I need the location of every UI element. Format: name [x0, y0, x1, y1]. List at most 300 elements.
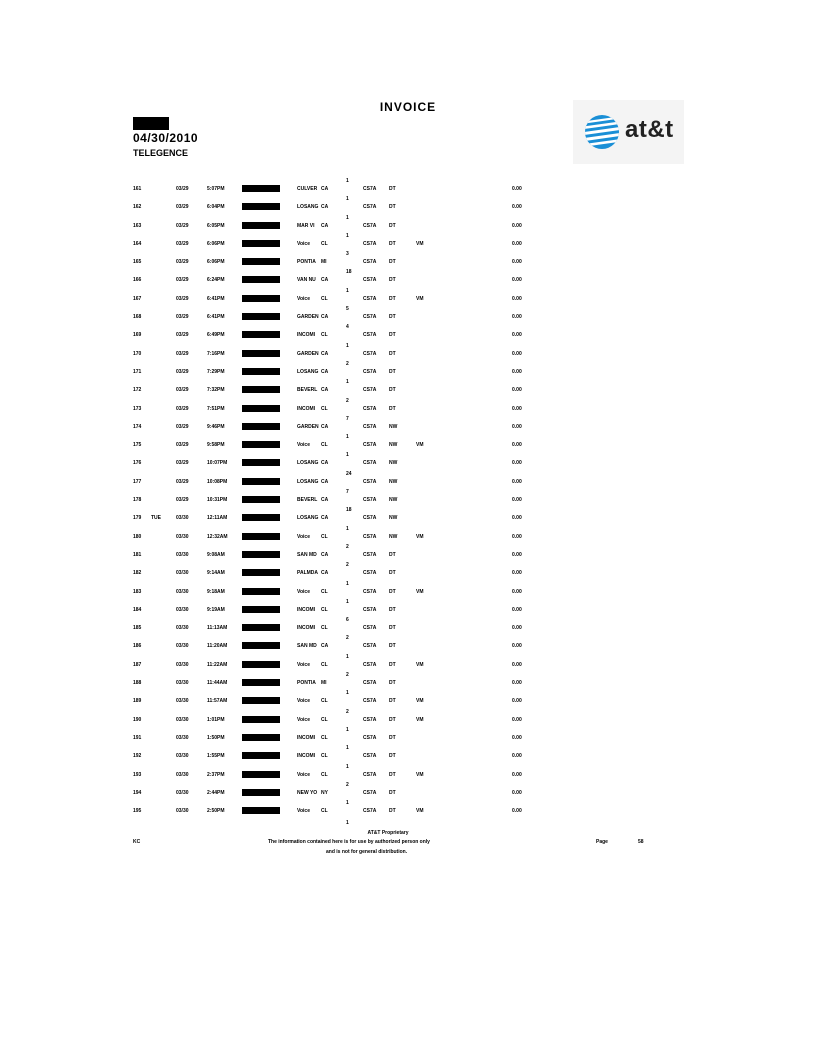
- cell-amt: 0.00: [512, 661, 522, 668]
- cell-rate: CS7A: [363, 808, 377, 815]
- cell-qty: 2: [346, 708, 349, 715]
- cell-st: CA: [321, 460, 329, 467]
- cell-qty: 1: [346, 726, 349, 733]
- cell-type: DT: [389, 625, 396, 632]
- cell-rate: CS7A: [363, 680, 377, 687]
- cell-amt: 0.00: [512, 240, 522, 247]
- cell-date: 03/29: [176, 240, 189, 247]
- cell-time: 2:50PM: [207, 808, 225, 815]
- cell-place: INCOMI: [297, 332, 316, 339]
- cell-st: CA: [321, 204, 329, 211]
- cell-place: LOSANG: [297, 204, 319, 211]
- table-row: [0, 450, 816, 468]
- cell-st: CL: [321, 533, 328, 540]
- cell-type: NW: [389, 497, 398, 504]
- cell-qty: 1: [346, 178, 349, 184]
- cell-amt: 0.00: [512, 734, 522, 741]
- cell-time: 6:05PM: [207, 222, 225, 229]
- cell-date: 03/29: [176, 368, 189, 375]
- cell-st: CA: [321, 314, 329, 321]
- redacted-number: [242, 734, 280, 741]
- cell-rate: CS7A: [363, 625, 377, 632]
- cell-date: 03/30: [176, 808, 189, 815]
- cell-time: 2:44PM: [207, 789, 225, 796]
- cell-amt: 0.00: [512, 497, 522, 504]
- redacted-number: [242, 350, 280, 357]
- table-row: [0, 505, 816, 523]
- cell-place: GARDEN: [297, 314, 319, 321]
- cell-place: GARDEN: [297, 423, 319, 430]
- cell-st: CL: [321, 606, 328, 613]
- redacted-number: [242, 295, 280, 302]
- table-row: [0, 396, 816, 414]
- cell-rate: CS7A: [363, 515, 377, 522]
- cell-date: 03/29: [176, 295, 189, 302]
- cell-date: 03/30: [176, 643, 189, 650]
- cell-qty: 1: [346, 287, 349, 294]
- cell-place: Voice: [297, 533, 310, 540]
- cell-qty: 1: [346, 214, 349, 221]
- cell-amt: 0.00: [512, 405, 522, 412]
- cell-amt: 0.00: [512, 186, 522, 192]
- cell-feat: VM: [416, 588, 424, 595]
- cell-rate: CS7A: [363, 204, 377, 211]
- cell-feat: VM: [416, 661, 424, 668]
- cell-type: NW: [389, 460, 398, 467]
- cell-type: DT: [389, 314, 396, 321]
- cell-type: NW: [389, 533, 398, 540]
- redacted-number: [242, 313, 280, 320]
- cell-type: NW: [389, 515, 398, 522]
- cell-num: 164: [133, 240, 142, 247]
- cell-date: 03/30: [176, 680, 189, 687]
- table-row: [0, 670, 816, 688]
- cell-time: 10:31PM: [207, 497, 228, 504]
- cell-place: Voice: [297, 588, 310, 595]
- cell-time: 9:14AM: [207, 570, 225, 577]
- cell-type: DT: [389, 551, 396, 558]
- cell-amt: 0.00: [512, 588, 522, 595]
- cell-num: 178: [133, 497, 142, 504]
- cell-st: CL: [321, 698, 328, 705]
- cell-time: 6:06PM: [207, 240, 225, 247]
- redacted-number: [242, 569, 280, 576]
- cell-type: DT: [389, 240, 396, 247]
- table-row: [0, 743, 816, 761]
- cell-place: Voice: [297, 442, 310, 449]
- invoice-date: 04/30/2010: [133, 131, 199, 145]
- cell-type: DT: [389, 186, 396, 192]
- table-row: [0, 725, 816, 743]
- cell-date: 03/29: [176, 332, 189, 339]
- cell-rate: CS7A: [363, 460, 377, 467]
- cell-qty: 1: [346, 342, 349, 349]
- table-row: [0, 542, 816, 560]
- cell-rate: CS7A: [363, 570, 377, 577]
- cell-num: 162: [133, 204, 142, 211]
- table-row: [0, 597, 816, 615]
- redacted-number: [242, 368, 280, 375]
- cell-rate: CS7A: [363, 753, 377, 760]
- cell-rate: CS7A: [363, 533, 377, 540]
- cell-date: 03/30: [176, 789, 189, 796]
- cell-type: DT: [389, 698, 396, 705]
- cell-date: 03/29: [176, 350, 189, 357]
- cell-st: CL: [321, 240, 328, 247]
- cell-type: DT: [389, 771, 396, 778]
- redacted-number: [242, 240, 280, 247]
- cell-num: 170: [133, 350, 142, 357]
- cell-feat: VM: [416, 295, 424, 302]
- cell-type: DT: [389, 277, 396, 284]
- cell-place: MAR VI: [297, 222, 315, 229]
- cell-qty: 6: [346, 617, 349, 624]
- redacted-number: [242, 441, 280, 448]
- cell-num: 166: [133, 277, 142, 284]
- redacted-number: [242, 423, 280, 430]
- cell-type: DT: [389, 387, 396, 394]
- cell-qty: 1: [346, 763, 349, 770]
- cell-feat: VM: [416, 808, 424, 815]
- cell-qty: 1: [346, 434, 349, 441]
- cell-time: 6:04PM: [207, 204, 225, 211]
- cell-qty: 1: [346, 525, 349, 532]
- cell-num: 161: [133, 186, 142, 192]
- cell-rate: CS7A: [363, 368, 377, 375]
- cell-type: DT: [389, 588, 396, 595]
- cell-qty: 2: [346, 635, 349, 642]
- cell-date: 03/30: [176, 771, 189, 778]
- cell-time: 9:08AM: [207, 551, 225, 558]
- cell-type: DT: [389, 734, 396, 741]
- table-row: [0, 359, 816, 377]
- redacted-number: [242, 661, 280, 668]
- cell-rate: CS7A: [363, 332, 377, 339]
- cell-type: NW: [389, 478, 398, 485]
- cell-num: 181: [133, 551, 142, 558]
- cell-qty: 1: [346, 690, 349, 697]
- cell-st: CA: [321, 222, 329, 229]
- cell-type: DT: [389, 350, 396, 357]
- cell-st: CL: [321, 295, 328, 302]
- cell-rate: CS7A: [363, 789, 377, 796]
- redacted-number: [242, 496, 280, 503]
- cell-st: CA: [321, 570, 329, 577]
- cell-date: 03/29: [176, 442, 189, 449]
- table-row: [0, 469, 816, 487]
- cell-rate: CS7A: [363, 350, 377, 357]
- cell-place: NEW YO: [297, 789, 318, 796]
- cell-st: MI: [321, 680, 327, 687]
- cell-num: 185: [133, 625, 142, 632]
- cell-rate: CS7A: [363, 259, 377, 266]
- cell-type: DT: [389, 661, 396, 668]
- cell-feat: VM: [416, 240, 424, 247]
- cell-st: CA: [321, 478, 329, 485]
- cell-amt: 0.00: [512, 423, 522, 430]
- cell-date: 03/29: [176, 423, 189, 430]
- redacted-number: [242, 222, 280, 229]
- cell-date: 03/29: [176, 204, 189, 211]
- cell-num: 168: [133, 314, 142, 321]
- cell-type: DT: [389, 405, 396, 412]
- cell-num: 174: [133, 423, 142, 430]
- redacted-number: [242, 203, 280, 210]
- redacted-number: [242, 679, 280, 686]
- table-row: [0, 432, 816, 450]
- cell-qty: 2: [346, 781, 349, 788]
- cell-place: Voice: [297, 771, 310, 778]
- cell-time: 6:41PM: [207, 314, 225, 321]
- footer-notice-line1: The information contained here is for use by authorized person only: [268, 839, 430, 845]
- cell-st: CL: [321, 808, 328, 815]
- cell-date: 03/30: [176, 570, 189, 577]
- table-row: [0, 780, 816, 798]
- cell-rate: CS7A: [363, 442, 377, 449]
- cell-amt: 0.00: [512, 625, 522, 632]
- cell-qty: 2: [346, 397, 349, 404]
- cell-rate: CS7A: [363, 405, 377, 412]
- redacted-number: [242, 771, 280, 778]
- cell-place: INCOMI: [297, 734, 316, 741]
- cell-qty: 3: [346, 251, 349, 258]
- cell-rate: CS7A: [363, 295, 377, 302]
- cell-type: DT: [389, 808, 396, 815]
- cell-num: 183: [133, 588, 142, 595]
- cell-place: Voice: [297, 716, 310, 723]
- table-row: [0, 249, 816, 267]
- cell-place: PONTIA: [297, 680, 316, 687]
- cell-type: DT: [389, 716, 396, 723]
- cell-place: SAN MD: [297, 643, 317, 650]
- cell-rate: CS7A: [363, 222, 377, 229]
- cell-place: PONTIA: [297, 259, 316, 266]
- cell-time: 6:49PM: [207, 332, 225, 339]
- cell-st: CA: [321, 350, 329, 357]
- footer-code: KC: [133, 839, 141, 845]
- cell-st: CA: [321, 423, 329, 430]
- redacted-number: [242, 514, 280, 521]
- cell-qty: 1: [346, 745, 349, 752]
- cell-num: 176: [133, 460, 142, 467]
- cell-time: 6:24PM: [207, 277, 225, 284]
- cell-place: LOSANG: [297, 368, 319, 375]
- cell-amt: 0.00: [512, 277, 522, 284]
- redacted-number: [242, 185, 280, 192]
- cell-rate: CS7A: [363, 497, 377, 504]
- footer-proprietary: AT&T Proprietary: [367, 830, 409, 836]
- cell-st: NY: [321, 789, 328, 796]
- cell-qty: 18: [346, 269, 352, 276]
- cell-place: VAN NU: [297, 277, 316, 284]
- cell-st: CL: [321, 442, 328, 449]
- cell-date: 03/30: [176, 533, 189, 540]
- cell-st: CA: [321, 515, 329, 522]
- redacted-number: [242, 752, 280, 759]
- trailing-quantity: 1: [346, 820, 349, 826]
- cell-rate: CS7A: [363, 314, 377, 321]
- cell-date: 03/30: [176, 698, 189, 705]
- cell-amt: 0.00: [512, 570, 522, 577]
- cell-qty: 2: [346, 360, 349, 367]
- cell-date: 03/30: [176, 551, 189, 558]
- cell-time: 11:13AM: [207, 625, 228, 632]
- cell-rate: CS7A: [363, 387, 377, 394]
- cell-num: 172: [133, 387, 142, 394]
- cell-num: 193: [133, 771, 142, 778]
- cell-st: CL: [321, 405, 328, 412]
- cell-rate: CS7A: [363, 698, 377, 705]
- cell-amt: 0.00: [512, 680, 522, 687]
- cell-type: DT: [389, 789, 396, 796]
- cell-st: CL: [321, 771, 328, 778]
- cell-date: 03/29: [176, 314, 189, 321]
- footer-page-label: Page: [596, 839, 608, 845]
- cell-num: 171: [133, 368, 142, 375]
- redacted-number: [242, 533, 280, 540]
- table-row: [0, 560, 816, 578]
- cell-type: NW: [389, 423, 398, 430]
- cell-qty: 2: [346, 672, 349, 679]
- cell-amt: 0.00: [512, 204, 522, 211]
- cell-type: DT: [389, 680, 396, 687]
- cell-time: 11:20AM: [207, 643, 228, 650]
- redacted-number: [242, 551, 280, 558]
- cell-type: DT: [389, 332, 396, 339]
- cell-date: 03/29: [176, 478, 189, 485]
- cell-time: 7:51PM: [207, 405, 225, 412]
- table-row: [0, 633, 816, 651]
- cell-qty: 2: [346, 562, 349, 569]
- redacted-number: [242, 606, 280, 613]
- att-logo: [573, 100, 684, 164]
- redacted-number: [242, 478, 280, 485]
- cell-date: 03/29: [176, 259, 189, 266]
- cell-time: 9:18AM: [207, 588, 225, 595]
- cell-amt: 0.00: [512, 222, 522, 229]
- cell-rate: CS7A: [363, 551, 377, 558]
- redacted-number: [242, 588, 280, 595]
- cell-time: 11:44AM: [207, 680, 228, 687]
- cell-date: 03/29: [176, 277, 189, 284]
- cell-time: 7:32PM: [207, 387, 225, 394]
- table-row: [0, 762, 816, 780]
- cell-date: 03/30: [176, 716, 189, 723]
- table-row: [0, 286, 816, 304]
- table-row: [0, 487, 816, 505]
- cell-time: 9:46PM: [207, 423, 225, 430]
- table-row: [0, 652, 816, 670]
- table-row: [0, 707, 816, 725]
- cell-place: PALMDA: [297, 570, 319, 577]
- cell-date: 03/30: [176, 753, 189, 760]
- cell-place: LOSANG: [297, 460, 319, 467]
- cell-rate: CS7A: [363, 240, 377, 247]
- cell-num: 165: [133, 259, 142, 266]
- cell-qty: 1: [346, 580, 349, 587]
- cell-amt: 0.00: [512, 606, 522, 613]
- cell-num: 175: [133, 442, 142, 449]
- cell-num: 182: [133, 570, 142, 577]
- cell-qty: 2: [346, 543, 349, 550]
- table-row: [0, 414, 816, 432]
- cell-qty: 18: [346, 507, 352, 514]
- cell-type: DT: [389, 643, 396, 650]
- cell-st: CL: [321, 734, 328, 741]
- table-row: [0, 231, 816, 249]
- redacted-number: [242, 697, 280, 704]
- cell-place: BEVERL: [297, 497, 318, 504]
- cell-amt: 0.00: [512, 332, 522, 339]
- cell-date: 03/29: [176, 497, 189, 504]
- cell-qty: 5: [346, 306, 349, 313]
- cell-amt: 0.00: [512, 515, 522, 522]
- table-row: [0, 176, 816, 194]
- cell-rate: CS7A: [363, 661, 377, 668]
- redacted-number: [242, 716, 280, 723]
- cell-num: 192: [133, 753, 142, 760]
- cell-time: 6:06PM: [207, 259, 225, 266]
- cell-st: CA: [321, 497, 329, 504]
- cell-qty: 24: [346, 470, 352, 477]
- redacted-number: [242, 789, 280, 796]
- redacted-number: [242, 386, 280, 393]
- cell-place: Voice: [297, 295, 310, 302]
- redacted-number: [242, 276, 280, 283]
- cell-type: DT: [389, 606, 396, 613]
- redacted-number: [242, 405, 280, 412]
- cell-time: 7:29PM: [207, 368, 225, 375]
- cell-place: Voice: [297, 240, 310, 247]
- table-row: [0, 377, 816, 395]
- cell-amt: 0.00: [512, 533, 522, 540]
- redacted-number: [242, 807, 280, 814]
- cell-type: DT: [389, 295, 396, 302]
- logo-text: at&t: [625, 116, 674, 143]
- cell-num: 186: [133, 643, 142, 650]
- cell-date: 03/30: [176, 606, 189, 613]
- cell-amt: 0.00: [512, 771, 522, 778]
- cell-amt: 0.00: [512, 716, 522, 723]
- cell-feat: VM: [416, 771, 424, 778]
- cell-st: MI: [321, 259, 327, 266]
- redacted-block: [133, 117, 169, 130]
- cell-date: 03/30: [176, 515, 189, 522]
- cell-type: NW: [389, 442, 398, 449]
- cell-st: CL: [321, 716, 328, 723]
- cell-rate: CS7A: [363, 588, 377, 595]
- cell-num: 188: [133, 680, 142, 687]
- cell-rate: CS7A: [363, 643, 377, 650]
- cell-st: CL: [321, 753, 328, 760]
- cell-amt: 0.00: [512, 460, 522, 467]
- cell-num: 194: [133, 789, 142, 796]
- cell-place: INCOMI: [297, 606, 316, 613]
- cell-st: CA: [321, 186, 329, 192]
- table-row: [0, 267, 816, 285]
- cell-type: DT: [389, 222, 396, 229]
- cell-rate: CS7A: [363, 716, 377, 723]
- cell-qty: 7: [346, 489, 349, 496]
- cell-amt: 0.00: [512, 478, 522, 485]
- cell-rate: CS7A: [363, 734, 377, 741]
- cell-amt: 0.00: [512, 387, 522, 394]
- cell-place: GARDEN: [297, 350, 319, 357]
- cell-num: 190: [133, 716, 142, 723]
- cell-num: 189: [133, 698, 142, 705]
- cell-time: 5:07PM: [207, 186, 225, 192]
- cell-date: 03/30: [176, 625, 189, 632]
